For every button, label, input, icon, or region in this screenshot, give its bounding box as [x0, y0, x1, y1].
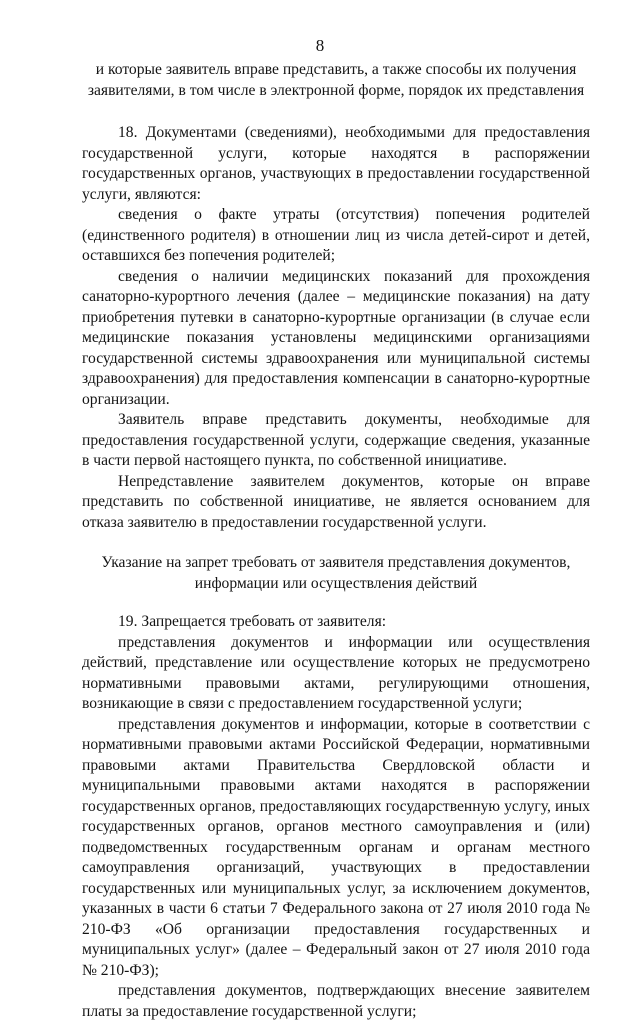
section-heading-prohibition: Указание на запрет требовать от заявителя представления документов, информации или осуществления действий [101, 554, 571, 592]
paragraph-18-nonsubmission: Непредставление заявителем документов, которые он вправе представить по собственной инициативе, не является основанием для отказа заявителю в предоставлении государственной услуги. [82, 472, 590, 531]
section-18 [82, 123, 590, 533]
paragraph-18-intro: 18. Документами (сведениями), необходимыми для предоставления государственной услуги, которые находятся в распоряжении государственных органов, участвующих в предоставлении государственной услуги, являются: [82, 124, 590, 203]
paragraph-19-intro: 19. Запрещается требовать от заявителя: [118, 613, 387, 630]
page-content [82, 60, 590, 1022]
paragraph-18-item-2: сведения о наличии медицинских показаний для прохождения санаторно-курортного лечения (далее – медицинские показания) на дату приобретения путевки в санаторно-курортные организации (в случае если медицинские показания установлены медицинскими организациями государственной системы здравоохранения или муниципальной системы здравоохранения) для предоставления компенсации в санаторно-курортные организации. [82, 267, 590, 408]
paragraph-19-item-3: представления документов, подтверждающих внесение заявителем платы за предоставление государственной услуги; [82, 982, 590, 1020]
page-number: 8 [315, 36, 325, 55]
paragraph-19-item-1: представления документов и информации или осуществления действий, представление или осуществление которых не предусмотрено нормативными правовыми актами, регулирующими отношения, возникающие в связи с предоставлением государственной услуги; [82, 633, 590, 712]
paragraph-18-item-1: сведения о факте утраты (отсутствия) попечения родителей (единственного родителя) в отношении лиц из числа детей-сирот и детей, оставшихся без попечения родителей; [82, 206, 590, 264]
section-heading-continuation: и которые заявитель вправе представить, а также способы их получения заявителями, в том числе в электронной форме, порядок их представления [87, 61, 585, 99]
paragraph-18-right: Заявитель вправе представить документы, необходимые для предоставления государственной услуги, содержащие сведения, указанные в части первой настоящего пункта, по собственной инициативе. [82, 411, 590, 469]
paragraph-19-item-2: представления документов и информации, которые в соответствии с нормативными правовыми актами Российской Федерации, нормативными правовыми актами Правительства Свердловской области и муниципальными правовыми актами находятся в распоряжении государственных органов, предоставляющих государственную услугу, иных государственных органов, органов местного самоуправления и (или) подведомственных государственным органам и органам местного самоуправления организаций, участвующих в предоставлении государственных или муниципальных услуг, за исключением документов, указанных в части 6 статьи 7 Федерального закона от 27 июля 2010 года № 210-ФЗ «Об организации предоставления государственных и муниципальных услуг» (далее – Федеральный закон от 27 июля 2010 года № 210-ФЗ); [82, 715, 590, 979]
section-19 [82, 612, 590, 1022]
